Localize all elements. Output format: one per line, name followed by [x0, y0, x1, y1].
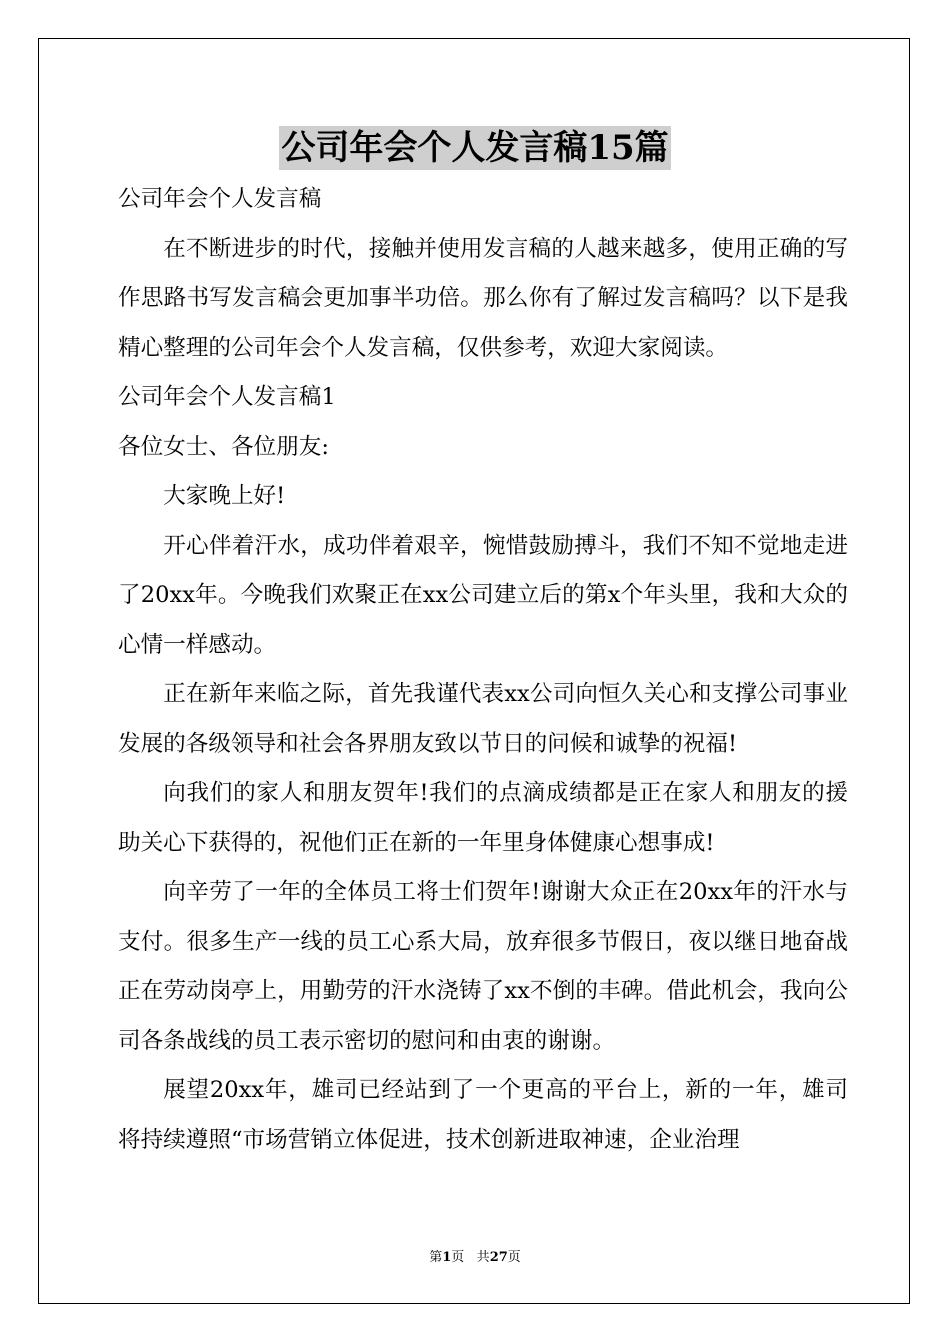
- page-footer: [0, 1246, 950, 1265]
- paragraph-4: 大家晚上好!: [163, 483, 286, 509]
- paragraph-0: 公司年会个人发言稿: [118, 186, 322, 212]
- footer-total-prefix: 共: [476, 1250, 490, 1265]
- paragraph-2: 公司年会个人发言稿1: [118, 384, 336, 410]
- document-body: [118, 175, 848, 1165]
- paragraph-7: 向我们的家人和朋友贺年!我们的点滴成绩都是正在家人和朋友的援助关心下获得的，祝他们正在新的一年里身体健康心想事成!: [118, 780, 848, 856]
- footer-page-prefix: 第: [429, 1250, 443, 1265]
- paragraph-3: 各位女士、各位朋友:: [118, 433, 329, 460]
- footer-total-pages: 27: [489, 1250, 508, 1265]
- paragraph-9: 展望20xx年，雄司已经站到了一个更高的平台上，新的一年，雄司将持续遵照“市场营销立体促进，技术创新进取神速，企业治理: [118, 1077, 848, 1153]
- paragraph-8: 向辛劳了一年的全体员工将士们贺年!谢谢大众正在20xx年的汗水与支付。很多生产一线的员工心系大局，放弃很多节假日，夜以继日地奋战正在劳动岗亭上，用勤劳的汗水浇铸了xx不倒的丰碑。借此机会，我向公司各条战线的员工表示密切的慰问和由衷的谢谢。: [118, 879, 848, 1054]
- footer-page-suffix: 页: [451, 1250, 465, 1265]
- title-wrap: [0, 126, 950, 170]
- footer-page-number: 1: [442, 1250, 452, 1265]
- paragraph-1: 在不断进步的时代，接触并使用发言稿的人越来越多，使用正确的写作思路书写发言稿会更加事半功倍。那么你有了解过发言稿吗？以下是我精心整理的公司年会个人发言稿，仅供参考，欢迎大家阅读。: [118, 235, 848, 361]
- paragraph-6: 正在新年来临之际，首先我谨代表xx公司向恒久关心和支撑公司事业发展的各级领导和社会各界朋友致以节日的问候和诚挚的祝福!: [118, 681, 848, 757]
- document-title: 公司年会个人发言稿15篇: [281, 128, 669, 168]
- paragraph-5: 开心伴着汗水，成功伴着艰辛，惋惜鼓励搏斗，我们不知不觉地走进了20xx年。今晚我们欢聚正在xx公司建立后的第x个年头里，我和大众的心情一样感动。: [118, 532, 848, 658]
- footer-total-suffix: 页: [507, 1250, 521, 1265]
